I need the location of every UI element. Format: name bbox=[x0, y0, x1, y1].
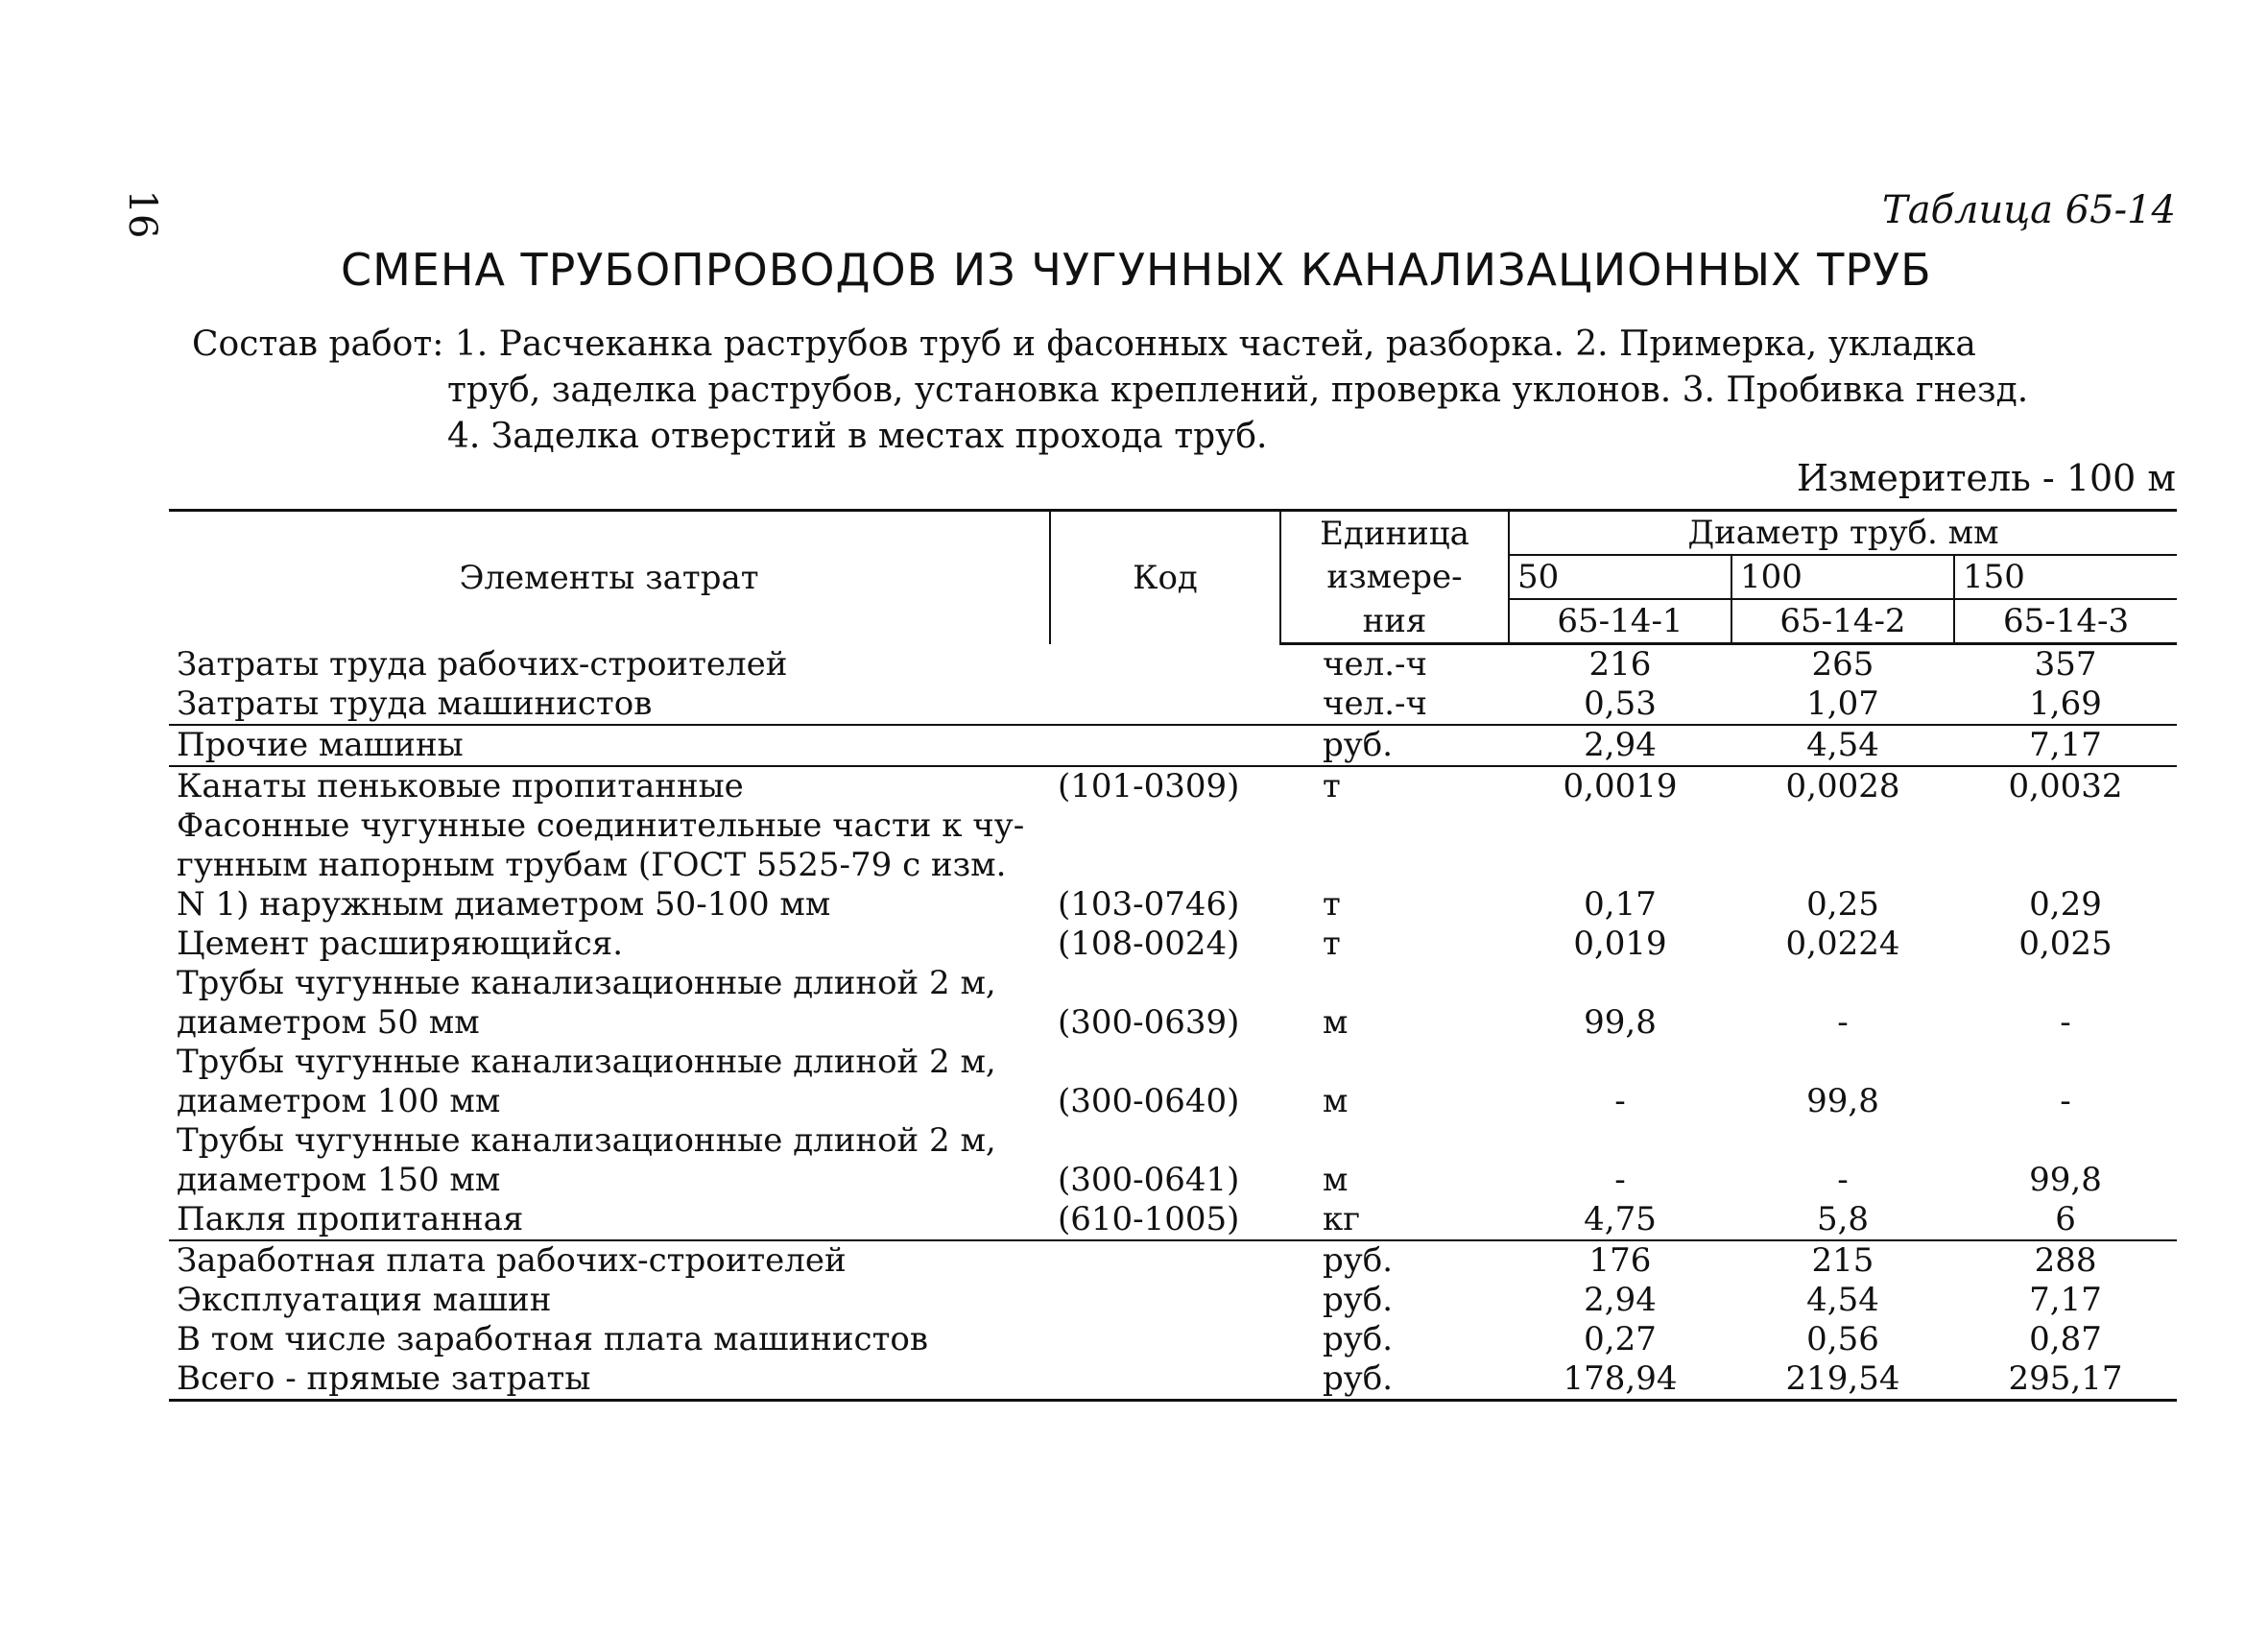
row-code: (108-0024) bbox=[1058, 925, 1240, 963]
row-name: Прочие машины bbox=[169, 725, 1050, 766]
row-value-50: 178,94 bbox=[1509, 1359, 1731, 1401]
table-row bbox=[169, 964, 2177, 1003]
row-code bbox=[1050, 1043, 1280, 1082]
work-composition-line-3: 4. Заделка отверстий в местах прохода труб. bbox=[447, 417, 1268, 456]
row-value-150: 0,29 bbox=[2029, 885, 2102, 924]
row-value-100: 4,54 bbox=[1806, 1281, 1879, 1319]
row-code: (300-0641) bbox=[1058, 1161, 1240, 1199]
row-name: Пакля пропитанная bbox=[169, 1200, 1050, 1240]
row-value-150: 1,69 bbox=[1954, 685, 2177, 725]
row-value-50 bbox=[1509, 964, 1731, 1003]
row-name: Трубы чугунные канализационные длиной 2 м, bbox=[177, 1121, 996, 1160]
row-value-50: - bbox=[1614, 1161, 1626, 1199]
row-value-150 bbox=[1954, 846, 2177, 885]
row-value-100: - bbox=[1837, 1161, 1849, 1199]
header-unit-line1: Единица bbox=[1280, 511, 1509, 556]
row-value-150: 7,17 bbox=[1954, 725, 2177, 766]
row-value-100: 1,07 bbox=[1731, 685, 1954, 725]
row-code: (300-0639) bbox=[1058, 1003, 1240, 1042]
row-name: диаметром 50 мм bbox=[177, 1003, 480, 1042]
row-name: диаметром 150 мм bbox=[177, 1161, 501, 1199]
row-value-50: 99,8 bbox=[1584, 1003, 1657, 1042]
row-value-50 bbox=[1509, 846, 1731, 885]
row-value-100: 219,54 bbox=[1731, 1359, 1954, 1401]
row-unit: кг bbox=[1280, 1200, 1509, 1240]
row-name: гунным напорным трубам (ГОСТ 5525-79 с изм. bbox=[177, 846, 1007, 884]
row-name: N 1) наружным диаметром 50-100 мм bbox=[177, 885, 831, 924]
work-composition-line-1: Состав работ: 1. Расчеканка раструбов труб и фасонных частей, разборка. 2. Примерка, укладка bbox=[192, 324, 1976, 364]
row-unit: руб. bbox=[1280, 725, 1509, 766]
row-name: В том числе заработная плата машинистов bbox=[177, 1320, 929, 1358]
row-code: (610-1005) bbox=[1050, 1200, 1280, 1240]
row-unit bbox=[1280, 806, 1509, 846]
table-row bbox=[169, 806, 2177, 846]
header-norm-code-2: 65-14-2 bbox=[1731, 599, 1954, 644]
row-code bbox=[1050, 1240, 1280, 1281]
row-value-50: 0,0019 bbox=[1563, 767, 1678, 805]
table-row bbox=[169, 1003, 2177, 1043]
row-value-100: 99,8 bbox=[1806, 1082, 1879, 1120]
row-value-50: 0,17 bbox=[1584, 885, 1657, 924]
row-value-100: 265 bbox=[1811, 645, 1874, 684]
row-code: (300-0640) bbox=[1058, 1082, 1240, 1120]
table-row bbox=[169, 1320, 2177, 1359]
row-unit bbox=[1280, 1121, 1509, 1161]
row-name: Эксплуатация машин bbox=[177, 1281, 552, 1319]
table-row bbox=[169, 1043, 2177, 1082]
row-value-150: - bbox=[2060, 1082, 2071, 1120]
row-value-150 bbox=[1954, 964, 2177, 1003]
row-value-100: 0,0224 bbox=[1785, 925, 1900, 963]
header-elements: Элементы затрат bbox=[169, 511, 1050, 644]
table-row bbox=[169, 725, 2177, 766]
row-code: (101-0309) bbox=[1058, 767, 1240, 805]
row-value-100 bbox=[1731, 806, 1954, 846]
table-row bbox=[169, 1240, 2177, 1281]
row-name: Заработная плата рабочих-строителей bbox=[177, 1241, 847, 1280]
row-code bbox=[1050, 1121, 1280, 1161]
row-value-150: 295,17 bbox=[1954, 1359, 2177, 1401]
row-code: (103-0746) bbox=[1058, 885, 1240, 924]
table-row bbox=[169, 644, 2177, 685]
row-name: Трубы чугунные канализационные длиной 2 м, bbox=[177, 964, 996, 1002]
row-value-50: 0,53 bbox=[1509, 685, 1731, 725]
table-row bbox=[169, 846, 2177, 885]
row-code bbox=[1050, 644, 1280, 685]
row-unit: м bbox=[1323, 1082, 1349, 1120]
row-value-150 bbox=[1954, 1043, 2177, 1082]
row-value-150: 0,0032 bbox=[2008, 767, 2123, 805]
header-diameter-50: 50 bbox=[1509, 555, 1731, 599]
row-value-150: 99,8 bbox=[2029, 1161, 2102, 1199]
row-value-100: 5,8 bbox=[1731, 1200, 1954, 1240]
row-value-50: 2,94 bbox=[1584, 1281, 1657, 1319]
header-unit-line3: ния bbox=[1280, 599, 1509, 644]
work-composition-line-2: труб, заделка раструбов, установка креплений, проверка уклонов. 3. Пробивка гнезд. bbox=[447, 371, 2029, 410]
row-value-100 bbox=[1731, 964, 1954, 1003]
row-value-100 bbox=[1731, 1121, 1954, 1161]
row-value-150: - bbox=[2060, 1003, 2071, 1042]
row-value-50 bbox=[1509, 1043, 1731, 1082]
row-name: Затраты труда рабочих-строителей bbox=[177, 645, 788, 684]
row-value-100 bbox=[1731, 1043, 1954, 1082]
row-unit: чел.-ч bbox=[1280, 685, 1509, 725]
row-unit: т bbox=[1323, 925, 1341, 963]
row-unit bbox=[1280, 964, 1509, 1003]
table-row bbox=[169, 1121, 2177, 1161]
table-label: Таблица 65-14 bbox=[1882, 188, 2176, 232]
row-value-150: 6 bbox=[1954, 1200, 2177, 1240]
header-diameter-100: 100 bbox=[1731, 555, 1954, 599]
header-code: Код bbox=[1050, 511, 1280, 644]
row-code bbox=[1050, 964, 1280, 1003]
row-value-50: 216 bbox=[1588, 645, 1652, 684]
row-value-100: 0,0028 bbox=[1785, 767, 1900, 805]
row-code bbox=[1050, 685, 1280, 725]
row-code bbox=[1050, 1359, 1280, 1401]
page-title: СМЕНА ТРУБОПРОВОДОВ ИЗ ЧУГУННЫХ КАНАЛИЗАЦИОННЫХ ТРУБ bbox=[341, 244, 1932, 296]
row-name: Цемент расширяющийся. bbox=[177, 925, 624, 963]
header-unit-line2: измере- bbox=[1280, 555, 1509, 599]
cost-table bbox=[169, 509, 2177, 1402]
row-code bbox=[1050, 725, 1280, 766]
row-unit bbox=[1280, 846, 1509, 885]
row-value-50 bbox=[1509, 806, 1731, 846]
row-code bbox=[1050, 806, 1280, 846]
row-value-100: 215 bbox=[1811, 1241, 1874, 1280]
row-code bbox=[1050, 1320, 1280, 1359]
row-value-50: 2,94 bbox=[1509, 725, 1731, 766]
row-value-150: 7,17 bbox=[2029, 1281, 2102, 1319]
row-name: Фасонные чугунные соединительные части к чу- bbox=[177, 806, 1025, 845]
row-value-50: 176 bbox=[1588, 1241, 1652, 1280]
row-unit: руб. bbox=[1280, 1359, 1509, 1401]
header-diameter: Диаметр труб. мм bbox=[1509, 511, 2177, 556]
table-row bbox=[169, 1082, 2177, 1121]
row-value-50: 4,75 bbox=[1509, 1200, 1731, 1240]
row-value-50: - bbox=[1614, 1082, 1626, 1120]
row-value-100: - bbox=[1837, 1003, 1849, 1042]
row-value-100: 4,54 bbox=[1731, 725, 1954, 766]
row-value-100: 0,25 bbox=[1806, 885, 1879, 924]
table-row bbox=[169, 925, 2177, 964]
row-code bbox=[1050, 846, 1280, 885]
row-value-150 bbox=[1954, 1121, 2177, 1161]
page-number: 16 bbox=[120, 189, 164, 239]
row-unit: м bbox=[1323, 1161, 1349, 1199]
table-row bbox=[169, 685, 2177, 725]
row-unit: чел.-ч bbox=[1323, 645, 1427, 684]
row-name: диаметром 100 мм bbox=[177, 1082, 501, 1120]
header-norm-code-1: 65-14-1 bbox=[1509, 599, 1731, 644]
row-unit: т bbox=[1323, 767, 1341, 805]
row-name: Затраты труда машинистов bbox=[169, 685, 1050, 725]
row-name: Трубы чугунные канализационные длиной 2 м, bbox=[177, 1043, 996, 1081]
row-value-150: 288 bbox=[2034, 1241, 2097, 1280]
row-value-150: 0,025 bbox=[2018, 925, 2113, 963]
row-code bbox=[1050, 1281, 1280, 1320]
row-unit bbox=[1280, 1043, 1509, 1082]
table-row bbox=[169, 1281, 2177, 1320]
table-row bbox=[169, 1200, 2177, 1240]
row-name: Всего - прямые затраты bbox=[169, 1359, 1050, 1401]
row-value-50: 0,019 bbox=[1573, 925, 1667, 963]
row-value-50: 0,27 bbox=[1584, 1320, 1657, 1358]
unit-of-measure: Измеритель - 100 м bbox=[1796, 457, 2176, 499]
header-norm-code-3: 65-14-3 bbox=[1954, 599, 2177, 644]
table-row bbox=[169, 766, 2177, 806]
row-value-50 bbox=[1509, 1121, 1731, 1161]
row-unit: м bbox=[1323, 1003, 1349, 1042]
row-unit: руб. bbox=[1323, 1281, 1394, 1319]
row-unit: руб. bbox=[1323, 1320, 1394, 1358]
row-unit: руб. bbox=[1323, 1241, 1394, 1280]
table-row bbox=[169, 1359, 2177, 1401]
table-row bbox=[169, 885, 2177, 925]
table-row bbox=[169, 1161, 2177, 1200]
row-unit: т bbox=[1323, 885, 1341, 924]
row-value-150 bbox=[1954, 806, 2177, 846]
row-value-150: 357 bbox=[2034, 645, 2097, 684]
row-value-100 bbox=[1731, 846, 1954, 885]
row-value-100: 0,56 bbox=[1806, 1320, 1879, 1358]
row-name: Канаты пеньковые пропитанные bbox=[177, 767, 744, 805]
header-diameter-150: 150 bbox=[1954, 555, 2177, 599]
row-value-150: 0,87 bbox=[2029, 1320, 2102, 1358]
